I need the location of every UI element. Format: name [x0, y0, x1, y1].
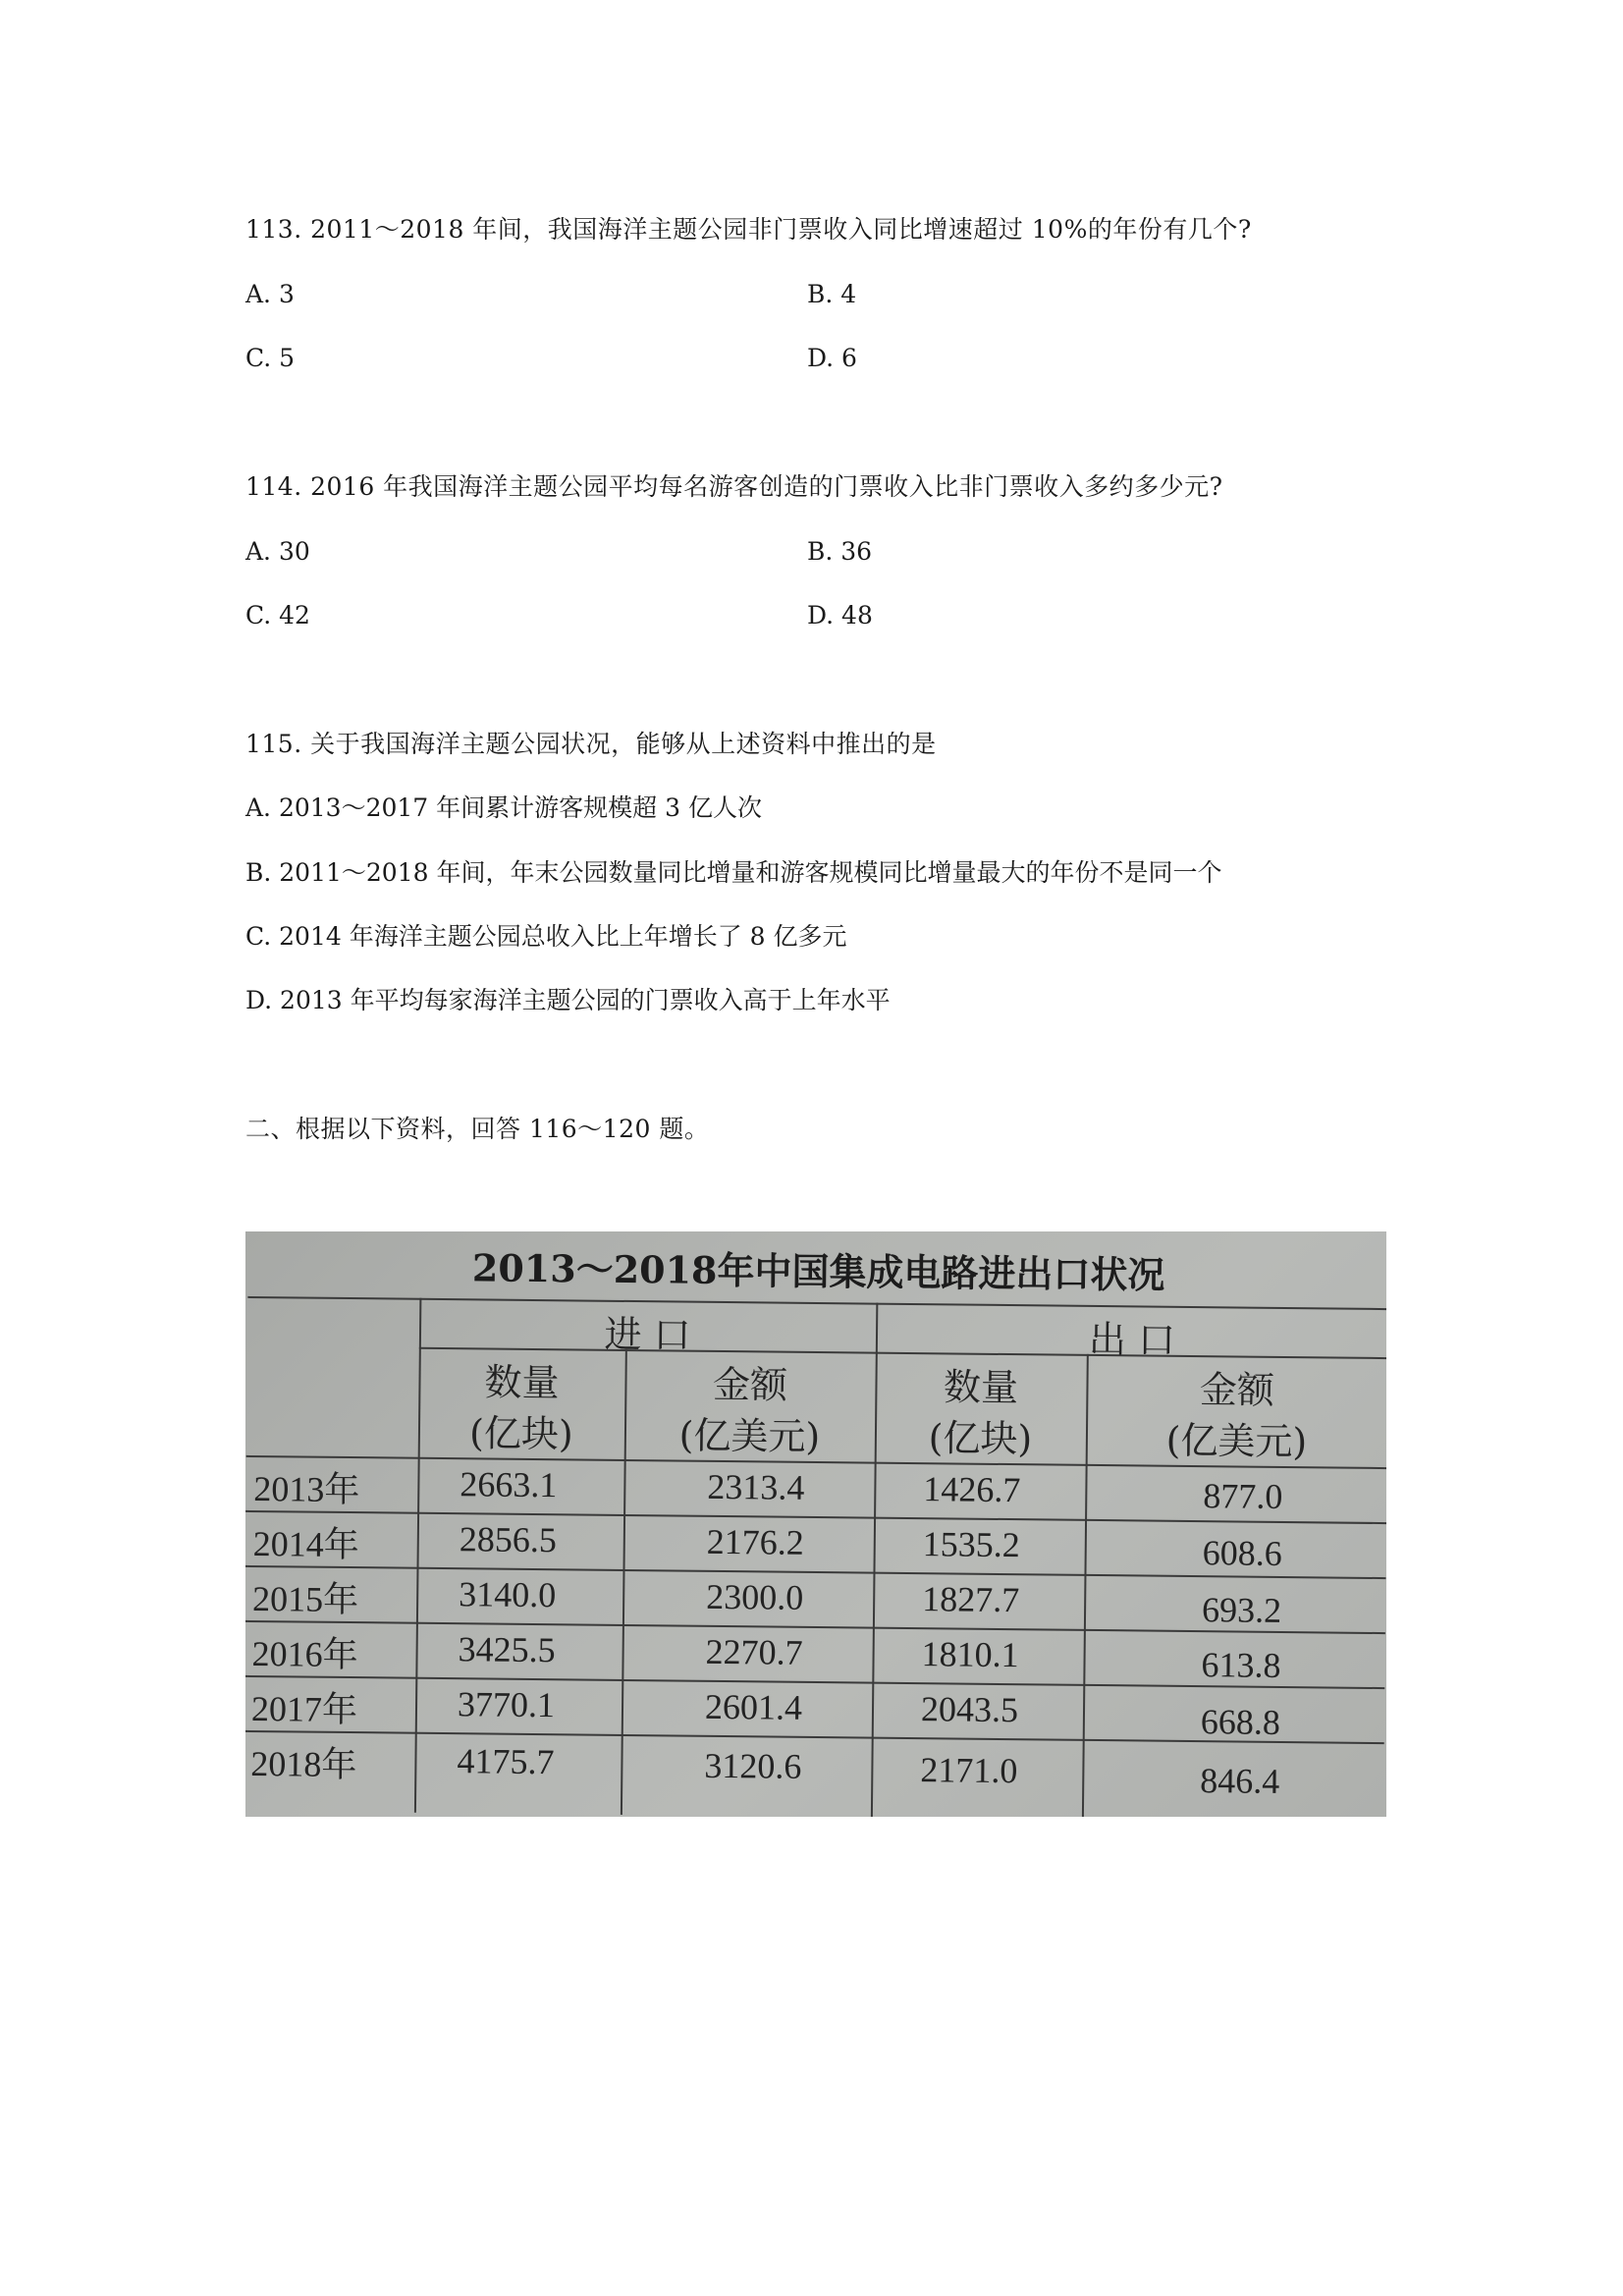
cell-import-amt: 2313.4	[707, 1466, 805, 1507]
cell-export-amt: 846.4	[1200, 1761, 1280, 1801]
question-113-option-d: D. 6	[807, 344, 857, 372]
header-export-amt-unit: (亿美元)	[1165, 1418, 1308, 1464]
cell-export-qty: 1827.7	[921, 1579, 1020, 1620]
header-import: 进 口	[604, 1312, 691, 1357]
cell-import-amt: 2176.2	[706, 1521, 805, 1562]
question-114-option-b: B. 36	[807, 537, 873, 566]
cell-export-amt: 668.8	[1200, 1702, 1281, 1742]
cell-export-amt: 693.2	[1201, 1590, 1282, 1630]
cell-export-qty: 1535.2	[922, 1524, 1020, 1565]
header-export-amt: 金额	[1199, 1368, 1275, 1412]
cell-export-amt: 877.0	[1203, 1476, 1283, 1516]
row-year: 2016年	[251, 1633, 358, 1675]
question-114-option-a: A. 30	[245, 537, 310, 566]
row-year: 2014年	[252, 1523, 359, 1565]
table-photo	[245, 1231, 1386, 1817]
cell-export-qty: 2043.5	[920, 1689, 1019, 1730]
question-115-option-d: D. 2013 年平均每家海洋主题公园的门票收入高于上年水平	[245, 986, 891, 1014]
question-115-option-b: B. 2011～2018 年间，年末公园数量同比增量和游客规模同比增量最大的年份不是同一个	[245, 858, 1222, 887]
cell-import-amt: 3120.6	[704, 1745, 802, 1786]
cell-import-qty: 2856.5	[459, 1519, 558, 1560]
cell-import-qty: 3425.5	[458, 1629, 556, 1670]
row-year: 2013年	[253, 1469, 360, 1510]
header-export-qty-unit: (亿块)	[928, 1416, 1033, 1461]
cell-import-qty: 4175.7	[457, 1741, 555, 1782]
question-113-option-c: C. 5	[245, 344, 296, 372]
header-import-amt-unit: (亿美元)	[678, 1413, 821, 1459]
question-113-option-a: A. 3	[245, 280, 295, 308]
header-export-qty: 数量	[943, 1365, 1019, 1410]
cell-export-qty: 1426.7	[923, 1469, 1021, 1510]
section-heading: 二、根据以下资料，回答 116～120 题。	[245, 1115, 710, 1143]
question-114-option-c: C. 42	[245, 601, 310, 629]
cell-import-qty: 3140.0	[459, 1574, 557, 1615]
question-115-option-a: A. 2013～2017 年间累计游客规模超 3 亿人次	[245, 793, 762, 822]
question-113-stem: 113. 2011～2018 年间，我国海洋主题公园非门票收入同比增速超过 10%的年份有几个?	[245, 215, 1252, 244]
cell-import-qty: 2663.1	[460, 1464, 558, 1505]
cell-import-amt: 2270.7	[705, 1631, 803, 1672]
cell-import-qty: 3770.1	[457, 1684, 556, 1725]
question-114-option-d: D. 48	[807, 601, 873, 629]
question-114-stem: 114. 2016 年我国海洋主题公园平均每名游客创造的门票收入比非门票收入多约多少元?	[245, 472, 1223, 501]
cell-export-amt: 613.8	[1201, 1645, 1281, 1685]
header-import-qty-unit: (亿块)	[468, 1411, 574, 1456]
row-year: 2017年	[250, 1688, 358, 1730]
row-year: 2015年	[251, 1578, 359, 1620]
header-import-qty: 数量	[484, 1360, 560, 1405]
question-113-option-b: B. 4	[807, 280, 857, 308]
cell-export-qty: 1810.1	[921, 1634, 1019, 1675]
question-115-stem: 115. 关于我国海洋主题公园状况，能够从上述资料中推出的是	[245, 730, 937, 758]
table-title: 2013～2018年中国集成电路进出口状况	[471, 1245, 1165, 1297]
row-year: 2018年	[250, 1743, 357, 1785]
cell-import-amt: 2601.4	[704, 1686, 803, 1727]
header-export: 出 口	[1088, 1317, 1176, 1362]
header-import-amt: 金额	[712, 1362, 788, 1407]
question-115-option-c: C. 2014 年海洋主题公园总收入比上年增长了 8 亿多元	[245, 922, 847, 951]
cell-import-amt: 2300.0	[706, 1576, 804, 1617]
cell-export-qty: 2171.0	[920, 1750, 1018, 1791]
cell-export-amt: 608.6	[1202, 1533, 1282, 1573]
